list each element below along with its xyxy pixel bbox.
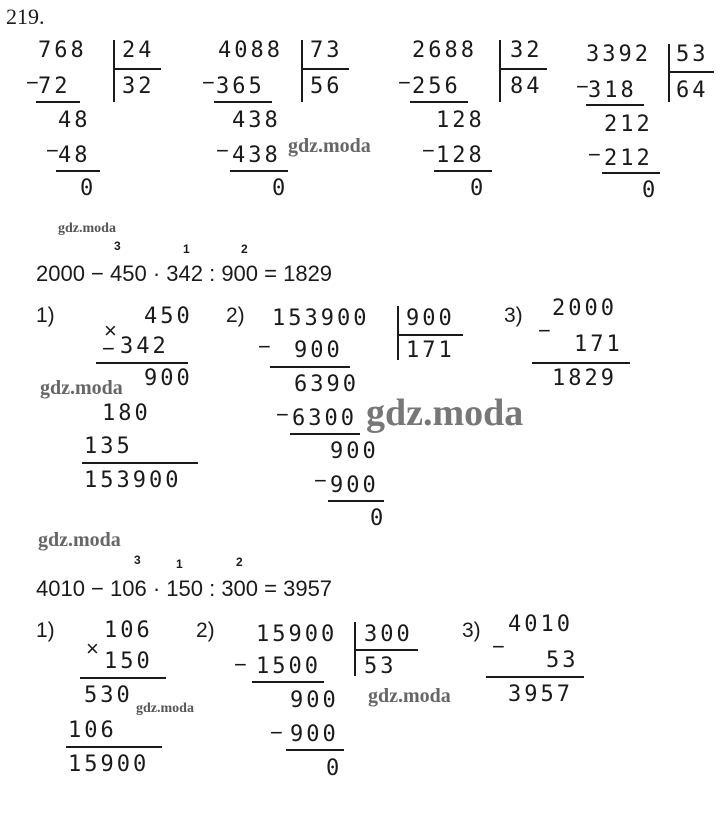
quotient: 32 <box>122 74 155 99</box>
minus-sign: − <box>538 318 551 343</box>
subtrahend-3: 900 <box>330 473 379 498</box>
quotient: 56 <box>310 74 343 99</box>
minus-sign: − <box>422 138 435 163</box>
divisor: 300 <box>364 622 413 647</box>
subtrahend: 53 <box>546 648 579 673</box>
step-number: 1) <box>36 619 55 642</box>
difference: 3957 <box>508 682 573 707</box>
factor-b: 342 <box>120 334 169 359</box>
remainder-1: 212 <box>604 112 653 137</box>
watermark: gdz.moda <box>58 221 116 236</box>
subtrahend-1: 318 <box>588 78 637 103</box>
underline <box>80 677 166 679</box>
dividend: 2688 <box>412 38 477 63</box>
order-mark: 1 <box>183 242 190 256</box>
watermark: gdz.moda <box>368 685 451 707</box>
underline <box>410 101 468 103</box>
factor-a: 106 <box>104 618 153 643</box>
watermark: gdz.moda <box>136 701 194 716</box>
partial-product: 900 <box>144 366 193 391</box>
dividend: 3392 <box>586 42 651 67</box>
times-sign: × <box>86 636 99 661</box>
order-mark: 1 <box>176 557 183 571</box>
subtrahend-2: 438 <box>232 143 281 168</box>
underline <box>252 681 324 683</box>
product: 153900 <box>84 468 182 493</box>
subtrahend-2: 900 <box>290 722 339 747</box>
quotient: 64 <box>676 78 709 103</box>
quotient-line <box>499 68 547 70</box>
underline <box>66 746 162 748</box>
minus-sign: − <box>314 468 327 493</box>
watermark: gdz.moda <box>366 392 524 434</box>
step-number: 3) <box>504 304 523 327</box>
minus-sign: − <box>46 138 59 163</box>
divisor: 53 <box>676 42 709 67</box>
subtrahend-2: 6300 <box>292 406 357 431</box>
minus-sign: − <box>216 138 229 163</box>
expression: 2000 − 450 · 342 : 900 = 1829 <box>36 261 333 286</box>
partial-product: 135 <box>84 434 133 459</box>
underline <box>214 101 272 103</box>
dividend: 153900 <box>272 306 370 331</box>
watermark: gdz.moda <box>288 135 371 157</box>
minus-sign: − <box>102 336 115 361</box>
remainder-2: 900 <box>330 439 379 464</box>
quotient-line <box>354 649 418 651</box>
final-remainder: 0 <box>80 176 97 201</box>
underline <box>532 362 630 364</box>
order-mark: 2 <box>236 555 243 569</box>
final-remainder: 0 <box>470 176 487 201</box>
quotient: 84 <box>510 74 543 99</box>
dividend: 768 <box>38 38 87 63</box>
subtrahend-2: 128 <box>436 143 485 168</box>
watermark: gdz.moda <box>40 377 123 399</box>
order-mark: 3 <box>114 239 121 253</box>
remainder-1: 900 <box>290 688 339 713</box>
minus-sign: − <box>202 70 215 95</box>
subtrahend-1: 72 <box>38 74 71 99</box>
step-number: 1) <box>36 304 55 327</box>
order-mark: 3 <box>134 553 141 567</box>
final-remainder: 0 <box>370 506 387 531</box>
subtrahend-1: 256 <box>412 74 461 99</box>
factor-a: 450 <box>144 304 193 329</box>
final-remainder: 0 <box>326 756 343 781</box>
remainder-1: 6390 <box>294 372 359 397</box>
minus-sign: − <box>276 402 289 427</box>
minus-sign: − <box>270 720 283 745</box>
quotient: 171 <box>406 338 455 363</box>
underline <box>290 433 360 435</box>
quotient-line <box>113 68 161 70</box>
underline <box>286 749 344 751</box>
remainder-1: 128 <box>436 108 485 133</box>
final-remainder: 0 <box>272 176 289 201</box>
partial-product: 180 <box>102 401 151 426</box>
minus-sign: − <box>398 70 411 95</box>
division-bar <box>397 306 399 360</box>
minus-sign: − <box>26 70 39 95</box>
underline <box>486 676 584 678</box>
divisor: 24 <box>122 38 155 63</box>
subtrahend: 171 <box>574 332 623 357</box>
underline <box>586 104 644 106</box>
division-bar <box>499 40 501 102</box>
step-number: 2) <box>196 619 215 642</box>
minuend: 4010 <box>508 612 573 637</box>
minuend: 2000 <box>552 296 617 321</box>
dividend: 4088 <box>218 38 283 63</box>
subtrahend-2: 48 <box>58 143 91 168</box>
underline <box>82 462 198 464</box>
quotient-line <box>397 334 463 336</box>
step-number: 2) <box>226 304 245 327</box>
minus-sign: − <box>576 74 589 99</box>
partial-product: 106 <box>68 718 117 743</box>
divisor: 32 <box>510 38 543 63</box>
quotient-line <box>301 68 349 70</box>
subtrahend-1: 900 <box>294 338 343 363</box>
factor-b: 150 <box>104 649 153 674</box>
divisor: 73 <box>310 38 343 63</box>
step-number: 3) <box>462 619 481 642</box>
expression: 4010 − 106 · 150 : 300 = 3957 <box>36 576 333 601</box>
watermark: gdz.moda <box>38 529 121 551</box>
final-remainder: 0 <box>642 178 659 203</box>
division-bar <box>301 40 303 102</box>
subtrahend-2: 212 <box>604 146 653 171</box>
minus-sign: − <box>492 634 505 659</box>
underline <box>56 170 100 172</box>
order-mark: 2 <box>241 242 248 256</box>
product: 15900 <box>68 752 150 777</box>
underline <box>602 172 660 174</box>
minus-sign: − <box>234 652 247 677</box>
dividend: 15900 <box>256 622 338 647</box>
division-bar <box>668 44 670 102</box>
division-bar <box>113 40 115 102</box>
difference: 1829 <box>552 366 617 391</box>
underline <box>96 362 188 364</box>
subtrahend-1: 1500 <box>256 654 321 679</box>
subtrahend-1: 365 <box>216 74 265 99</box>
divisor: 900 <box>406 306 455 331</box>
remainder-1: 48 <box>58 108 91 133</box>
quotient: 53 <box>364 654 397 679</box>
minus-sign: − <box>258 334 271 359</box>
partial-product: 530 <box>84 683 133 708</box>
minus-sign: − <box>588 142 601 167</box>
underline <box>36 101 80 103</box>
underline <box>230 170 288 172</box>
remainder-1: 438 <box>232 108 281 133</box>
quotient-line <box>668 71 714 73</box>
underline <box>434 170 492 172</box>
underline <box>328 500 384 502</box>
exercise-number: 219. <box>6 4 45 29</box>
underline <box>270 366 350 368</box>
times-sign: × <box>104 318 117 343</box>
